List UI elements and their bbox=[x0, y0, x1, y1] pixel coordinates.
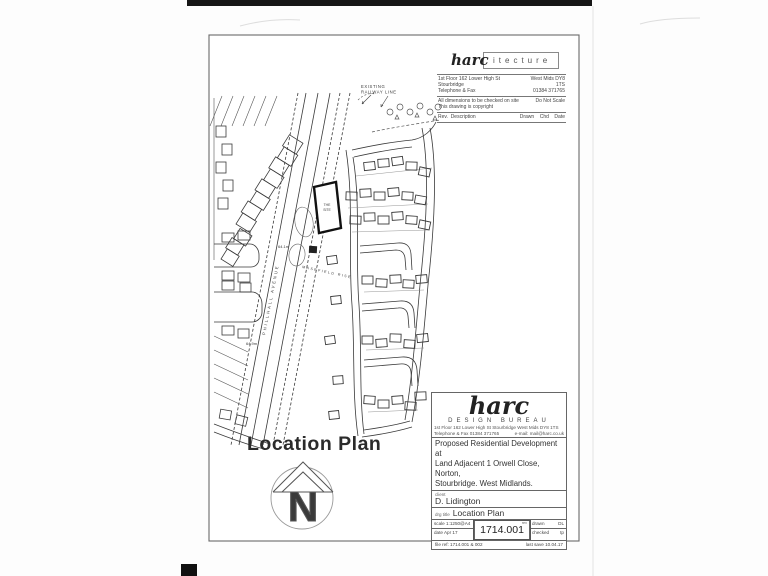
title-block bbox=[431, 392, 567, 550]
drawing-number: 1714.001 bbox=[473, 520, 531, 540]
last-save: last save 10.04.17 bbox=[525, 542, 563, 548]
railway-label-2: RAILWAY LINE bbox=[361, 89, 397, 95]
drg-title-value: Location Plan bbox=[452, 508, 505, 519]
header-notes-row bbox=[437, 96, 566, 112]
spot-height-1: 64.1m bbox=[278, 244, 290, 249]
railway-label-1: EXISTING bbox=[361, 84, 386, 89]
client-name: D. Lidington bbox=[435, 496, 481, 507]
date-label: date Apr 17 bbox=[432, 528, 474, 537]
drg-title-section bbox=[432, 507, 566, 519]
tb-harc-logo: harc bbox=[468, 391, 530, 420]
header-block bbox=[437, 50, 566, 123]
header-logo bbox=[437, 50, 566, 74]
tb-address-2: Telephone & Fax 01384 371765 bbox=[434, 430, 500, 436]
client-label: client bbox=[435, 492, 446, 498]
title-block-address bbox=[432, 424, 566, 437]
scale-date-cell bbox=[432, 520, 475, 540]
header-note-1: All dimensions to be checked on site bbox=[438, 98, 519, 104]
checked-value: tp bbox=[560, 530, 564, 536]
harc-logo-script: harc bbox=[451, 51, 489, 69]
spot-height-2: 64.9m bbox=[246, 341, 258, 346]
header-cols-label: Drawn Chd Date bbox=[519, 114, 565, 120]
drawn-checked-cell bbox=[529, 520, 566, 540]
drawing-number-cell bbox=[475, 520, 529, 540]
scan-edge-top bbox=[187, 0, 592, 6]
filled-building bbox=[309, 246, 317, 253]
north-letter: N bbox=[287, 483, 319, 530]
header-note-2: This drawing is copyright bbox=[438, 104, 494, 110]
project-description bbox=[432, 437, 566, 490]
number-grid bbox=[432, 519, 566, 540]
header-rev-row bbox=[437, 112, 566, 123]
drawn-label: drawn bbox=[532, 521, 545, 527]
scan-scratch-2 bbox=[240, 20, 300, 26]
tb-design-bureau: DESIGN BUREAU bbox=[448, 418, 550, 424]
header-address: 1st Floor 162 Lower High St Stourbridge bbox=[438, 76, 500, 88]
client-section bbox=[432, 490, 566, 507]
project-line-2: Land Adjacent 1 Orwell Close, Norton, bbox=[435, 459, 540, 479]
project-line-1: Proposed Residential Development at bbox=[435, 439, 558, 459]
avenue-road-label: PHILLHALL AVENUE bbox=[261, 263, 280, 336]
site-label-1: THE bbox=[323, 203, 331, 207]
checked-label: checked bbox=[532, 530, 550, 536]
header-rev-label: Rev. Description bbox=[438, 114, 476, 120]
plan-heading: Location Plan bbox=[247, 433, 382, 455]
file-ref: file ref: 1714.001 & 002 bbox=[435, 542, 483, 548]
harc-logo-boxed-text: itecture bbox=[483, 52, 559, 69]
masefield-road-label: MASEFIELD RISE bbox=[301, 265, 353, 280]
title-block-logo bbox=[432, 393, 566, 424]
site-label-2: SITE bbox=[323, 208, 331, 212]
file-ref-row bbox=[432, 540, 566, 549]
project-line-3: Stourbridge. West Midlands. bbox=[435, 479, 533, 489]
scan-blot-bottom-left bbox=[181, 564, 197, 576]
header-do-not-scale: Do Not Scale bbox=[535, 98, 565, 104]
header-address-row bbox=[437, 74, 566, 96]
header-phone-label: Telephone & Fax bbox=[438, 88, 476, 94]
header-phone-value: 01384 371765 bbox=[533, 88, 565, 94]
tb-email: e-mail: mail@harc.co.uk bbox=[514, 430, 564, 436]
drg-title-label: drg title bbox=[435, 512, 450, 518]
scale-label: scale 1:1250@A4 bbox=[434, 521, 471, 527]
scan-scratch bbox=[640, 18, 700, 24]
drawn-value: DL bbox=[558, 521, 564, 527]
rev-label: rev bbox=[521, 521, 527, 526]
header-address-right: West Mids DY8 1TS bbox=[530, 76, 565, 88]
tb-address-1: 1st Floor 162 Lower High St Stourbridge West Mids DY8 1TS bbox=[434, 425, 559, 430]
